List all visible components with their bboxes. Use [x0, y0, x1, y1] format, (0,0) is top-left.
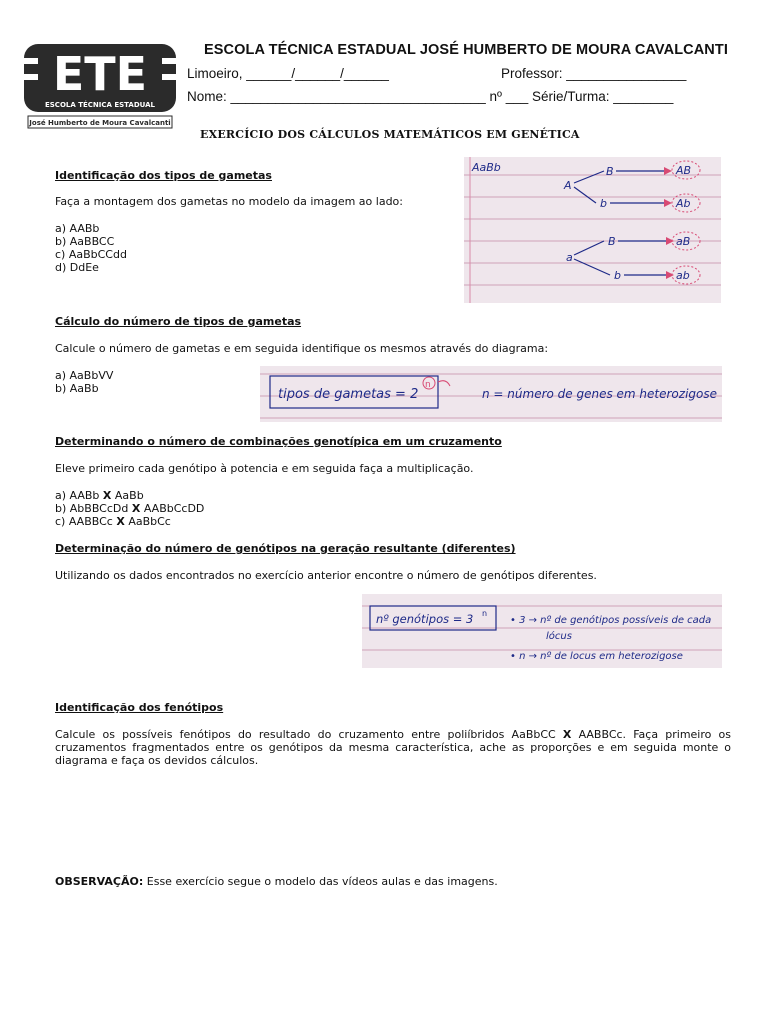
tree-bottom-res-down: ab: [676, 269, 690, 282]
student-name-line: Nome: __________________________________ nº ___ Série/Turma: ________: [187, 89, 674, 104]
tree-bottom-down: b: [614, 269, 621, 282]
section-title-combinations: Determinando o número de combinações genotípica em um cruzamento: [55, 435, 502, 448]
genotype-note-1b: lócus: [546, 631, 572, 642]
genotype-note-1: • 3 → nº de genótipos possíveis de cada: [510, 615, 712, 626]
list-item: d) DdEe: [55, 261, 99, 274]
section-text-genotype-count: Utilizando os dados encontrados no exercício anterior encontre o número de genótipos diferentes.: [55, 569, 597, 582]
section-text-phenotypes: Calcule os possíveis fenótipos do resultado do cruzamento entre poliíbridos AaBbCC X AABBCc. Faça primeiro os cruzamentos fragmentados entre os genótipos da mesma característica, ache as proporções e em seguida monte o diagrama e faça os devidos cálculos.: [55, 728, 732, 767]
tree-bottom-res-up: aB: [676, 235, 691, 248]
city-date-line: Limoeiro, ______/______/______: [187, 66, 389, 81]
observation-label: OBSERVAÇÃO:: [55, 875, 144, 888]
gamete-tree-image: [464, 157, 721, 303]
school-name: ESCOLA TÉCNICA ESTADUAL JOSÉ HUMBERTO DE MOURA CAVALCANTI: [204, 42, 728, 58]
tree-top-res-up: AB: [676, 164, 692, 177]
section-title-genotype-count: Determinação do número de genótipos na geração resultante (diferentes): [55, 542, 516, 555]
list-item: b) AaBb: [55, 382, 99, 395]
tree-top-down: b: [600, 197, 607, 210]
tree-top-up: B: [606, 165, 614, 178]
cross-list: [55, 489, 204, 528]
section-text-gametes: Faça a montagem dos gametas no modelo da imagem ao lado:: [55, 195, 403, 208]
tree-genotype: AaBb: [472, 161, 501, 174]
observation-note: [55, 875, 498, 888]
list-item: b) AbBBCcDd X AABbCcDD: [55, 502, 205, 515]
list-item: a) AABb: [55, 222, 100, 235]
gamete-formula-note: n = número de genes em heterozigose: [482, 387, 717, 401]
genotype-formula-exponent: n: [482, 609, 488, 618]
gamete-genotype-list: [55, 222, 127, 274]
list-item: b) AaBBCC: [55, 235, 115, 248]
section-title-gamete-count: Cálculo do número de tipos de gametas: [55, 315, 302, 328]
observation-text: Esse exercício segue o modelo das vídeos aulas e das imagens.: [143, 875, 498, 888]
tree-bottom-up: B: [608, 235, 616, 248]
tree-root-bottom: a: [566, 251, 573, 264]
section-title-phenotypes: Identificação dos fenótipos: [55, 701, 224, 714]
school-logo: [24, 44, 176, 130]
gamete-formula-exponent: n: [425, 380, 431, 390]
list-item: a) AaBbVV: [55, 369, 114, 382]
section-text-combinations: Eleve primeiro cada genótipo à potencia e em seguida faça a multiplicação.: [55, 462, 474, 475]
logo-subtitle: José Humberto de Moura Cavalcanti: [29, 119, 171, 127]
logo-band-text: ESCOLA TÉCNICA ESTADUAL: [44, 101, 156, 109]
exercise-title: EXERCÍCIO DOS CÁLCULOS MATEMÁTICOS EM GENÉTICA: [200, 128, 580, 141]
section-title-gametes: Identificação dos tipos de gametas: [55, 169, 272, 182]
gamete-formula-image: [260, 366, 722, 422]
logo-letters: ETE: [52, 47, 148, 101]
genotype-note-2: • n → nº de locus em heterozigose: [510, 651, 683, 662]
list-item: c) AABBCc X AaBbCc: [55, 515, 171, 528]
genotype-formula: nº genótipos = 3: [376, 612, 474, 626]
tree-top-res-down: Ab: [676, 197, 691, 210]
section-text-gamete-count: Calcule o número de gametas e em seguida identifique os mesmos através do diagrama:: [55, 342, 549, 355]
ete-logo-graphic: [24, 44, 176, 130]
list-item: a) AABb X AaBb: [55, 489, 144, 502]
tree-root-top: A: [564, 179, 572, 192]
gamete-formula: tipos de gametas = 2: [278, 387, 419, 402]
teacher-line: Professor: ________________: [501, 66, 687, 81]
list-item: c) AaBbCCdd: [55, 248, 127, 261]
genotype-formula-image: [362, 594, 722, 668]
gamete-count-list: [55, 369, 113, 395]
